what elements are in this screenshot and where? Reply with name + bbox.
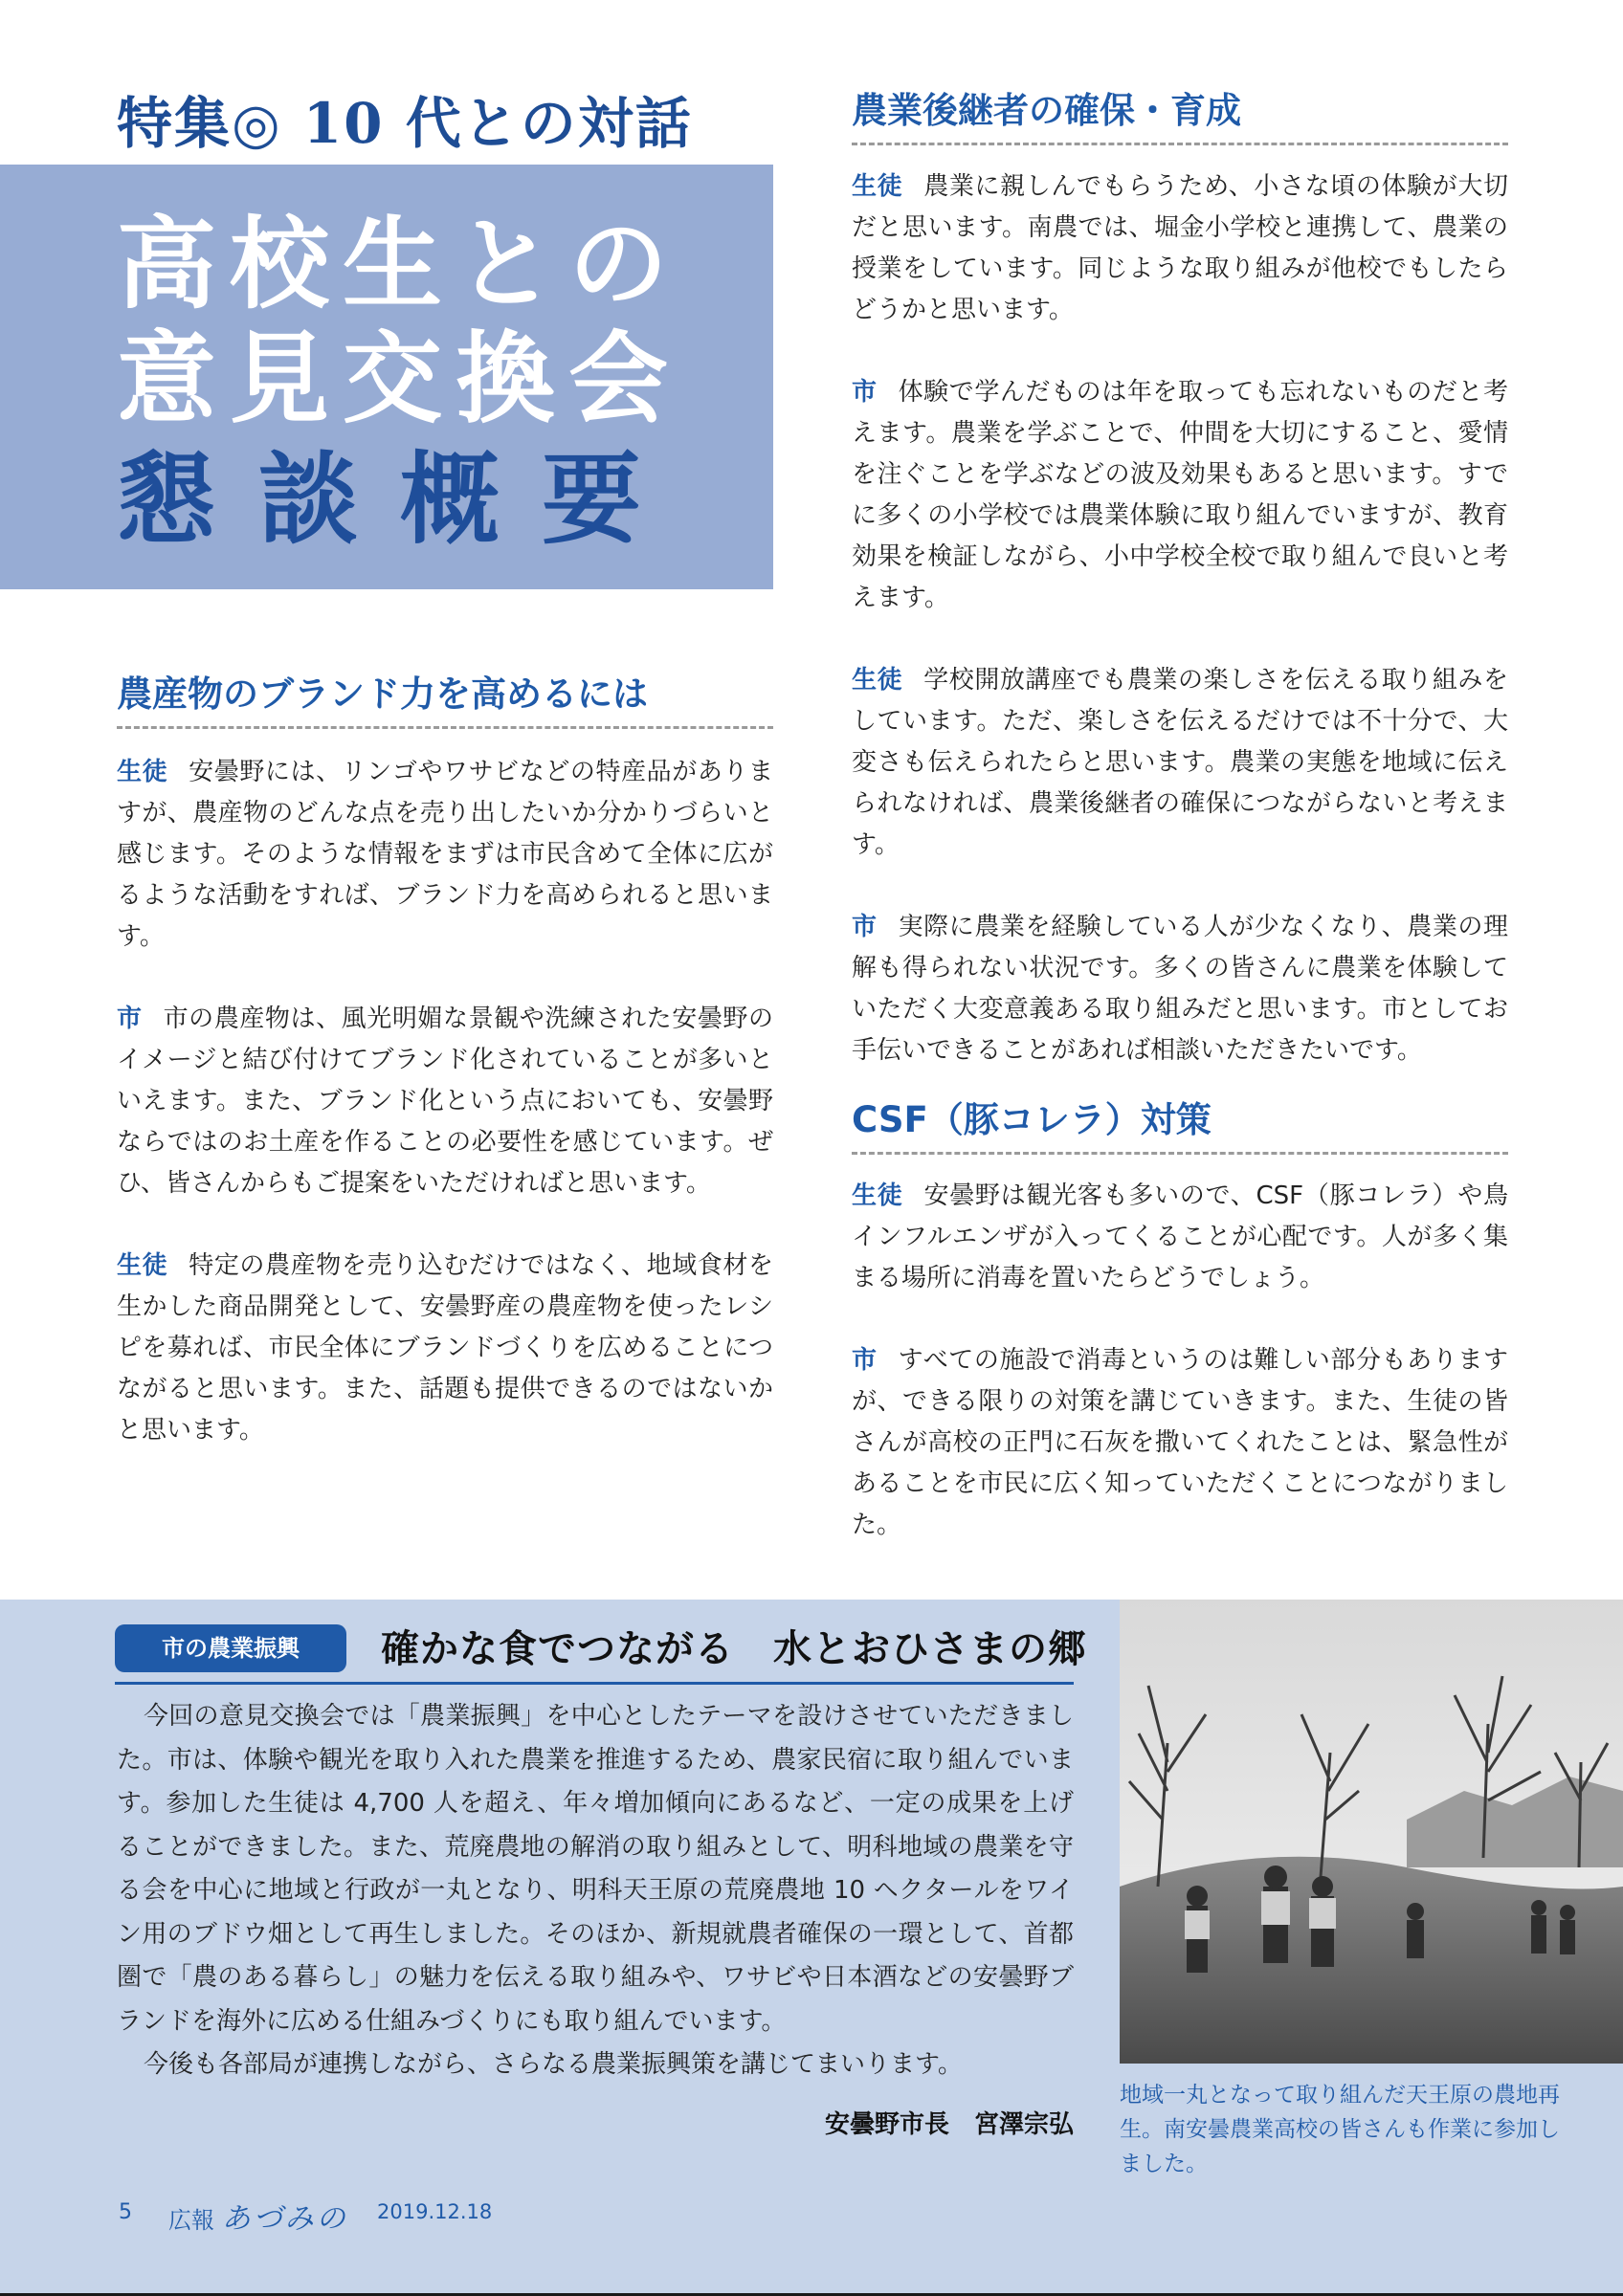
entry-text: 安曇野は観光客も多いので、CSF（豚コレラ）や鳥インフルエンザが入ってくることが心配です。人が多く集まる場所に消毒を置いたらどうでしょう。 [852, 1181, 1508, 1292]
mayor-signature: 安曇野市長 宮澤宗弘 [824, 2110, 1074, 2139]
speaker-label: 生徒 [852, 172, 903, 201]
title-block [0, 165, 773, 589]
section-heading: 農業後継者の確保・育成 [852, 81, 1508, 145]
entry-text: 特定の農産物を売り込むだけではなく、地域食材を生かした商品開発として、安曇野産の農産物を使ったレシピを募れば、市民全体にブランドづくりを広めることにつながると思います。また、話題も提供できるのではないかと思います。 [117, 1251, 773, 1445]
feature-kicker: 特集◎ 10 代との対話 [117, 91, 693, 156]
speaker-label: 生徒 [852, 1181, 903, 1210]
magazine-name: あづみの [221, 2202, 348, 2236]
dialogue-entry [852, 660, 1508, 866]
entry-text: 体験で学んだものは年を取っても忘れないものだと考えます。農業を学ぶことで、仲間を大切にすること、愛情を注ぐことを学ぶなどの波及効果もあると思います。すでに多くの小学校では農業体験に取り組んでいますが、教育効果を検証しながら、小中学校全校で取り組んで良いと考えます。 [852, 378, 1508, 612]
feature-heading: 確かな食でつながる 水とおひさまの郷 [381, 1627, 1087, 1671]
entry-text: 安曇野には、リンゴやワサビなどの特産品がありますが、農産物のどんな点を売り出したいか分かりづらいと感じます。そのような情報をまずは市民含めて全体に広がるような活動をすれば、ブランド力を高められると思います。 [117, 758, 773, 951]
issue-date: 2019.12.18 [377, 2200, 493, 2223]
feature-paragraph: 今後も各部局が連携しながら、さらなる農業振興策を講じてまいります。 [144, 2050, 963, 2079]
feature-body [117, 1695, 1074, 2087]
photo-caption: 地域一丸となって取り組んだ天王原の農地再生。南安曇農業高校の皆さんも作業に参加しました。 [1120, 2083, 1560, 2176]
title-line-2: 意見交換会 [117, 320, 682, 437]
entry-text: すべての施設で消毒というのは難しい部分もありますが、できる限りの対策を講じていきます。また、生徒の皆さんが高校の正門に石灰を撒いてくれたことは、緊急性があることを市民に広く知っていただくことにつながりました。 [852, 1346, 1508, 1539]
feature-badge: 市の農業振興 [115, 1624, 346, 1672]
magazine-prefix: 広報 [168, 2207, 214, 2234]
speaker-label: 生徒 [852, 666, 903, 695]
dialogue-entry [852, 1340, 1508, 1546]
section-heading: CSF（豚コレラ）対策 [852, 1091, 1508, 1155]
magazine-title [168, 2195, 348, 2237]
title-line-1: 高校生との [117, 206, 682, 322]
title-line-3: 懇談概要 [117, 441, 684, 558]
section-brand [117, 665, 773, 1451]
entry-text: 学校開放講座でも農業の楽しさを伝える取り組みをしています。ただ、楽しさを伝えるだけでは不十分で、大変さも伝えられたらと思います。農業の実態を地域に伝えられなければ、農業後継者の確保につながらないと考えます。 [852, 666, 1508, 859]
speaker-label: 市 [852, 913, 878, 941]
speaker-label: 市 [852, 1346, 878, 1375]
dialogue-entry [852, 907, 1508, 1071]
dialogue-entry [852, 166, 1508, 331]
feature-paragraph: 今回の意見交換会では「農業振興」を中心としたテーマを設けさせていただきました。市は、体験や観光を取り入れた農業を推進するため、農家民宿に取り組んでいます。参加した生徒は 4,700 人を超え、年々増加傾向にあるなど、一定の成果を上げることができました。また、荒廃農地の解消の取り組みとして、明科地域の農業を守る会を中心に地域と行政が一丸となり、明科天王原の荒廃農地 10 ヘクタールをワイン用のブドウ畑として再生しました。そのほか、新規就農者確保の一環として、首都圏で「農のある暮らし」の魅力を伝える取り組みや、ワサビや日本酒などの安曇野ブランドを海外に広める仕組みづくりにも取り組んでいます。 [117, 1702, 1074, 2036]
heading-rule [115, 1682, 1074, 1685]
speaker-label: 市 [852, 378, 878, 407]
entry-text: 農業に親しんでもらうため、小さな頃の体験が大切だと思います。南農では、堀金小学校と連携して、農業の授業をしています。同じような取り組みが他校でもしたらどうかと思います。 [852, 172, 1508, 324]
speaker-label: 生徒 [117, 758, 168, 786]
section-heading: 農産物のブランド力を高めるには [117, 665, 773, 729]
speaker-label: 生徒 [117, 1251, 168, 1280]
entry-text: 市の農産物は、風光明媚な景観や洗練された安曇野のイメージと結び付けてブランド化されていることが多いといえます。また、ブランド化という点においても、安曇野ならではのお土産を作ることの必要性を感じています。ぜひ、皆さんからもご提案をいただければと思います。 [117, 1004, 773, 1198]
entry-text: 実際に農業を経験している人が少なくなり、農業の理解も得られない状況です。多くの皆さんに農業を体験していただく大変意義ある取り組みだと思います。市としてお手伝いできることがあれば相談いただきたいです。 [852, 913, 1508, 1065]
speaker-label: 市 [117, 1004, 143, 1033]
right-column [852, 81, 1508, 1546]
dialogue-entry [117, 752, 773, 958]
dialogue-entry [117, 1246, 773, 1451]
farm-work-photo [1120, 1600, 1623, 2064]
dialogue-entry [117, 999, 773, 1204]
page-number: 5 [119, 2200, 132, 2224]
dialogue-entry [852, 372, 1508, 619]
dialogue-entry [852, 1176, 1508, 1299]
agriculture-feature-panel [0, 1600, 1623, 2296]
